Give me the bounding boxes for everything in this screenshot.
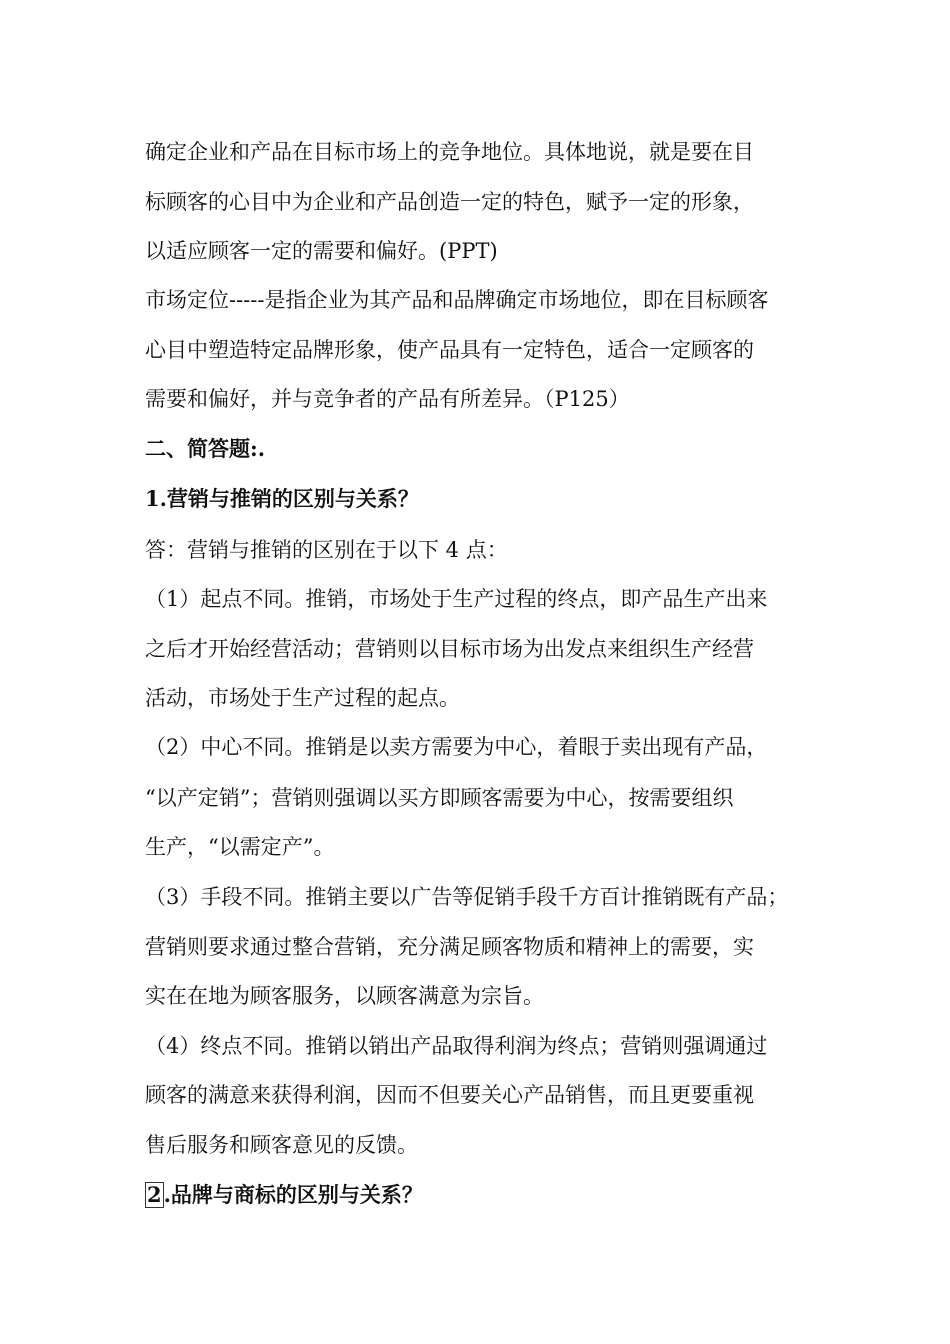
section-heading: 二、简答题:. [145, 436, 266, 461]
paragraph-line: 市场定位-----是指企业为其产品和品牌确定市场地位，即在目标顾客 [145, 288, 769, 312]
paragraph-line: （3）手段不同。推销主要以广告等促销手段千方百计推销既有产品； [145, 885, 789, 909]
answer-intro: 答：营销与推销的区别在于以下 4 点： [145, 538, 508, 562]
paragraph-line: 营销则要求通过整合营销，充分满足顾客物质和精神上的需要，实 [145, 935, 754, 959]
question-heading-text: .品牌与商标的区别与关系？ [163, 1182, 423, 1207]
paragraph-line: 顾客的满意来获得利润，因而不但要关心产品销售，而且更要重视 [145, 1083, 754, 1107]
paragraph-line: （4）终点不同。推销以销出产品取得利润为终点；营销则强调通过 [145, 1034, 768, 1058]
paragraph-line: （1）起点不同。推销，市场处于生产过程的终点，即产品生产出来 [145, 587, 768, 611]
paragraph-line: 标顾客的心目中为企业和产品创造一定的特色，赋予一定的形象， [145, 190, 754, 214]
paragraph-line: 心目中塑造特定品牌形象，使产品具有一定特色，适合一定顾客的 [145, 338, 754, 362]
paragraph-line: “以产定销”；营销则强调以买方即顾客需要为中心，按需要组织 [145, 786, 734, 810]
paragraph-line: 实在在地为顾客服务，以顾客满意为宗旨。 [145, 984, 544, 1008]
text-cursor-selection[interactable]: 2 [147, 1182, 162, 1207]
paragraph-line: 活动，市场处于生产过程的起点。 [145, 686, 460, 710]
paragraph-line: 需要和偏好，并与竞争者的产品有所差异。（P125） [145, 387, 630, 411]
paragraph-line: 以适应顾客一定的需要和偏好。(PPT) [145, 239, 498, 263]
question-heading: 1.营销与推销的区别与关系？ [145, 486, 419, 511]
paragraph-line: 生产，“以需定产”。 [145, 835, 335, 859]
paragraph-line: 确定企业和产品在目标市场上的竞争地位。具体地说，就是要在目 [145, 140, 754, 164]
paragraph-line: 售后服务和顾客意见的反馈。 [145, 1133, 418, 1157]
paragraph-line: （2）中心不同。推销是以卖方需要为中心，着眼于卖出现有产品， [145, 735, 768, 759]
question-heading [145, 1180, 423, 1210]
paragraph-line: 之后才开始经营活动；营销则以目标市场为出发点来组织生产经营 [145, 637, 754, 661]
